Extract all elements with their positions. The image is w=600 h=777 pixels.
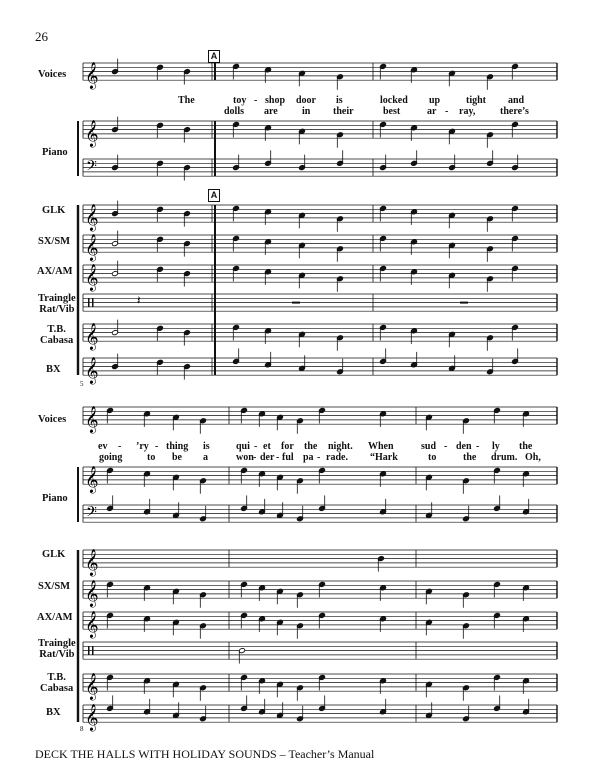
percussion-clef-icon	[92, 646, 94, 655]
lyric-syllable: a	[203, 452, 208, 463]
voices-label-2: Voices	[38, 414, 67, 425]
lyric-syllable: qui	[236, 441, 250, 452]
lyric-hyphen: -	[445, 106, 449, 117]
measure-number-8: 8	[80, 725, 84, 733]
lyric-hyphen: -	[476, 441, 480, 452]
lyric-syllable: be	[172, 452, 182, 463]
lyric-syllable: there’s	[500, 106, 529, 117]
triangle-label-line2: Rat/Vib	[39, 304, 75, 315]
lyric-syllable: sud	[421, 441, 437, 452]
lyric-syllable: ev	[98, 441, 108, 452]
axam-label: AX/AM	[37, 266, 73, 277]
lyric-syllable: night.	[328, 441, 353, 452]
treble-clef-icon: 𝄞	[85, 467, 99, 494]
glk-label: GLK	[42, 205, 66, 216]
lyric-syllable: best	[383, 106, 401, 117]
bass-clef-icon: 𝄢	[86, 157, 97, 178]
lyric-syllable: is	[336, 95, 343, 106]
lyric-syllable: ray,	[459, 106, 476, 117]
lyric-syllable: tight	[466, 95, 486, 106]
voices-label: Voices	[38, 69, 67, 80]
lyric-hyphen: -	[317, 452, 321, 463]
treble-clef-icon: 𝄞	[85, 324, 99, 351]
triangle-label-2-line2: Rat/Vib	[39, 649, 75, 660]
lyric-hyphen: -	[254, 95, 258, 106]
treble-clef-icon: 𝄞	[85, 581, 99, 608]
bass-clef-icon: 𝄢	[86, 503, 97, 524]
bx-label-2: BX	[46, 707, 61, 718]
lyric-syllable: locked	[380, 95, 408, 106]
sxsm-label-2: SX/SM	[38, 581, 71, 592]
lyric-syllable: drum.	[491, 452, 518, 463]
lyric-syllable: going	[99, 452, 123, 463]
treble-clef-icon: 𝄞	[85, 121, 99, 148]
treble-clef-icon: 𝄞	[85, 235, 99, 262]
lyric-syllable: Oh,	[525, 452, 541, 463]
tb-label-line2: Cabasa	[40, 335, 74, 346]
treble-clef-icon: 𝄞	[85, 705, 99, 732]
treble-clef-icon: 𝄞	[85, 358, 99, 385]
triangle-label-line1: Traingle	[38, 293, 76, 304]
percussion-clef-icon	[92, 298, 94, 307]
piano-label-2: Piano	[42, 493, 68, 504]
treble-clef-icon: 𝄞	[85, 550, 99, 577]
lyric-syllable: shop	[265, 95, 286, 106]
treble-clef-icon: 𝄞	[85, 265, 99, 292]
sxsm-label: SX/SM	[38, 236, 71, 247]
rehearsal-mark-a: A	[208, 50, 220, 63]
triangle-label-2-line1: Traingle	[38, 638, 76, 649]
lyric-syllable: The	[178, 95, 195, 106]
axam-label-2: AX/AM	[37, 612, 73, 623]
lyric-hyphen: -	[276, 452, 280, 463]
lyric-hyphen: -	[253, 452, 257, 463]
lyric-syllable: their	[333, 106, 354, 117]
lyric-hyphen: -	[118, 441, 122, 452]
glk-label-2: GLK	[42, 549, 66, 560]
lyric-syllable: et	[263, 441, 271, 452]
lyric-syllable: When	[368, 441, 394, 452]
lyric-syllable: ’ry	[136, 441, 149, 452]
lyric-syllable: der	[260, 452, 275, 463]
tb-label-2-line1: T.B.	[47, 672, 66, 683]
lyric-hyphen: -	[254, 441, 258, 452]
lyric-syllable: ly	[492, 441, 500, 452]
lyric-syllable: dolls	[224, 106, 245, 117]
lyric-syllable: to	[428, 452, 437, 463]
lyric-syllable: ar	[427, 106, 437, 117]
lyric-syllable: pa	[303, 452, 314, 463]
treble-clef-icon: 𝄞	[85, 674, 99, 701]
treble-clef-icon: 𝄞	[85, 63, 99, 90]
footer-title: DECK THE HALLS WITH HOLIDAY SOUNDS – Teacher’s Manual	[35, 747, 375, 761]
lyric-syllable: thing	[166, 441, 189, 452]
lyric-syllable: are	[264, 106, 278, 117]
lyric-syllable: and	[508, 95, 525, 106]
lyric-syllable: den	[456, 441, 472, 452]
lyric-syllable: to	[147, 452, 156, 463]
lyric-syllable: “Hark	[370, 452, 398, 463]
lyric-syllable: ful	[282, 452, 294, 463]
tb-label-2-line2: Cabasa	[40, 683, 74, 694]
lyric-syllable: the	[519, 441, 533, 452]
lyric-syllable: the	[463, 452, 477, 463]
lyric-syllable: the	[304, 441, 318, 452]
measure-number-5: 5	[80, 380, 84, 388]
treble-clef-icon: 𝄞	[85, 407, 99, 434]
percussion-clef-icon	[88, 646, 90, 655]
lyric-syllable: in	[302, 106, 311, 117]
bx-label: BX	[46, 364, 61, 375]
lyric-syllable: rade.	[326, 452, 348, 463]
lyric-hyphen: -	[444, 441, 448, 452]
piano-label: Piano	[42, 147, 68, 158]
percussion-clef-icon	[88, 298, 90, 307]
treble-clef-icon: 𝄞	[85, 612, 99, 639]
rehearsal-mark-a-2: A	[208, 189, 220, 202]
lyric-syllable: door	[296, 95, 316, 106]
lyric-hyphen: -	[155, 441, 159, 452]
lyric-syllable: up	[429, 95, 441, 106]
quarter-rest-icon: 𝄽	[137, 293, 141, 307]
lyric-syllable: toy	[233, 95, 247, 106]
page-number: 26	[35, 29, 48, 44]
lyric-syllable: won	[236, 452, 254, 463]
tb-label-line1: T.B.	[47, 324, 66, 335]
lyric-syllable: for	[281, 441, 294, 452]
lyric-syllable: is	[203, 441, 210, 452]
treble-clef-icon: 𝄞	[85, 205, 99, 232]
